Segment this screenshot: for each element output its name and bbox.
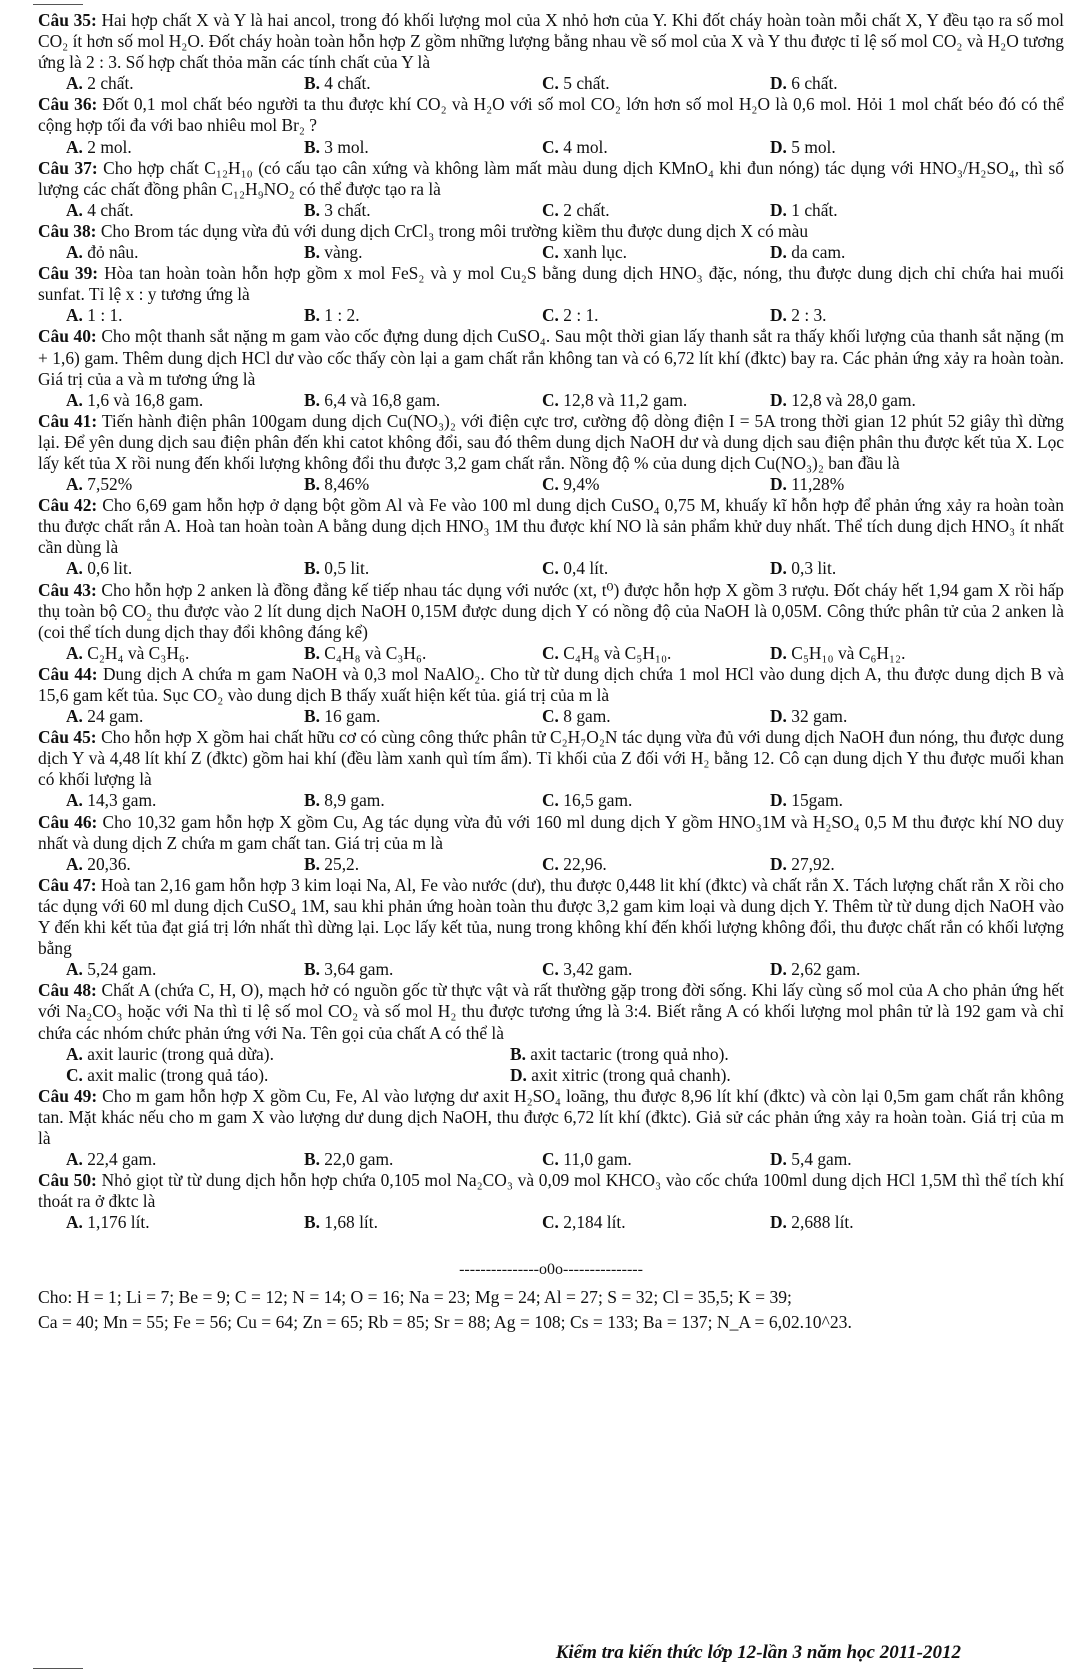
question-text: Cho m gam hỗn hợp X gồm Cu, Fe, Al vào lượng dư axit H₂SO₄ loãng, thu được 8,96 lít khí (đktc) và còn lại 0,5m gam chất rắn không tan. Mặt khác nếu cho m gam X vào lượng dư dung dịch NaOH, thu được 6,72 lít khí (đktc). Giả sử các phản ứng xảy ra hoàn toàn. Giá trị của m là bbox=[38, 1085, 1064, 1148]
answer-option: A. 1,176 lít. bbox=[66, 1212, 150, 1233]
question-label: Câu 50: bbox=[38, 1170, 97, 1191]
answer-option: D. axit xitric (trong quả chanh). bbox=[510, 1064, 731, 1085]
question-q41 bbox=[38, 411, 1064, 474]
answer-option: A. 2 mol. bbox=[66, 136, 132, 157]
question-text: Hoà tan 2,16 gam hỗn hợp 3 kim loại Na, Al, Fe vào nước (dư), thu được 0,448 lit khí (đktc) và chất rắn X. Tách lượng chất rắn X rồi cho tác dụng với 60 ml dung dịch CuSO₄ 1M, sau khi phản ứng hoàn toàn thu được 3,2 gam kim loại và dung dịch Y. Thêm từ từ dung dịch NaOH vào Y đến khi kết tủa đạt giá trị lớn nhất thì dừng lại. Lọc lấy kết tủa, nung trong không khí đến khối lượng không đổi, thu được chất rắn có khối lượng bằng bbox=[38, 874, 1064, 959]
question-q39 bbox=[38, 263, 1064, 305]
question-q43 bbox=[38, 580, 1064, 643]
question-q36 bbox=[38, 94, 1064, 136]
question-q44 bbox=[38, 664, 1064, 706]
answer-option: D. 0,3 lit. bbox=[770, 558, 837, 579]
question-label: Câu 43: bbox=[38, 579, 97, 600]
answer-option: A. đỏ nâu. bbox=[66, 242, 139, 263]
question-label: Câu 41: bbox=[38, 410, 98, 431]
answer-option: C. 11,0 gam. bbox=[542, 1149, 632, 1170]
question-q38 bbox=[38, 221, 1064, 242]
answer-option: D. 2,62 gam. bbox=[770, 959, 861, 980]
constants-line-2-text: Ca = 40; Mn = 55; Fe = 56; Cu = 64; Zn = 65; Rb = 85; Sr = 88; Ag = 108; Cs = 133; Ba = 137; N_A = 6,02.10^23. bbox=[38, 1311, 852, 1332]
answer-option: B. 8,9 gam. bbox=[304, 790, 385, 811]
question-text: Chất A (chứa C, H, O), mạch hở có nguồn gốc từ thực vật và rất thường gặp trong đời sống. Khi lấy cùng số mol của A cho phản ứng hết với Na₂CO₃ hoặc với Na thì tỉ lệ số mol CO₂ và số mol H₂ thu được tương ứng là 3:4. Biết rằng A có khối lượng mol phân tử là 192 gam và chỉ chứa các nhóm chức phản ứng với Na. Tên gọi của chất A có thể là bbox=[38, 980, 1064, 1043]
question-q48 bbox=[38, 980, 1064, 1043]
answer-option: C. 9,4% bbox=[542, 474, 600, 495]
question-label: Câu 35: bbox=[38, 10, 97, 30]
question-q49 bbox=[38, 1086, 1064, 1149]
bottom-rule bbox=[33, 1668, 83, 1669]
question-text: Đốt 0,1 mol chất béo người ta thu được khí CO₂ và H₂O với số mol CO₂ lớn hơn số mol H₂O là 0,6 mol. Hỏi 1 mol chất béo đó có thể cộng hợp tối đa với bao nhiêu mol Br₂ ? bbox=[38, 94, 1064, 136]
answer-option: D. 1 chất. bbox=[770, 199, 838, 220]
separator: ---------------o0o--------------- bbox=[459, 1261, 643, 1279]
answer-option: A. 14,3 gam. bbox=[66, 790, 157, 811]
options-q35 bbox=[38, 73, 1064, 94]
answer-option: A. 0,6 lit. bbox=[66, 558, 133, 579]
answer-option: D. 5 mol. bbox=[770, 136, 836, 157]
answer-option: D. 15gam. bbox=[770, 790, 843, 811]
answer-option: C. 4 mol. bbox=[542, 136, 608, 157]
options-q50 bbox=[38, 1212, 1064, 1233]
answer-option: B. 3 chất. bbox=[304, 199, 371, 220]
question-label: Câu 37: bbox=[38, 157, 98, 178]
options-q46 bbox=[38, 854, 1064, 875]
constants-line-2 bbox=[38, 1310, 1064, 1335]
question-label: Câu 42: bbox=[38, 495, 98, 516]
answer-option: C. 12,8 và 11,2 gam. bbox=[542, 389, 688, 410]
answer-option: A. 1 : 1. bbox=[66, 305, 123, 326]
question-text: Hòa tan hoàn toàn hỗn hợp gồm x mol FeS₂ và y mol Cu₂S bằng dung dịch HNO₃ đặc, nóng, thu được dung dịch chỉ chứa hai muối sunfat. Tỉ lệ x : y tương ứng là bbox=[38, 263, 1064, 305]
answer-option: B. axit tactaric (trong quả nho). bbox=[510, 1043, 729, 1064]
question-text: Tiến hành điện phân 100gam dung dịch Cu(NO₃)₂ với điện cực trơ, cường độ dòng điện I = 5A trong thời gian 12 phút 52 giây thì dừng lại. Để yên dung dịch sau điện phân đến khi catot không đổi, sau đó thêm dung dịch NaOH dư và dung dịch sau điện phân thu được kết tủa X. Lọc lấy kết tủa X rồi nung đến khối lượng không đổi thu được 3,2 gam chất rắn. Nồng độ % của dung dịch Cu(NO₃)₂ ban đầu là bbox=[38, 410, 1064, 473]
question-text: Cho 6,69 gam hỗn hợp ở dạng bột gồm Al và Fe vào 100 ml dung dịch CuSO₄ 0,75 M, khuấy kĩ hỗn hợp để phản ứng xảy ra hoàn toàn thu được chất rắn A. Hoà tan hoàn toàn A bằng dung dịch HNO₃ 1M thu được khí NO là sản phẩm khử duy nhất. Thể tích dung dịch HNO₃ ít nhất cần dùng là bbox=[38, 495, 1064, 558]
constants-line-1: Cho: H = 1; Li = 7; Be = 9; C = 12; N = 14; O = 16; Na = 23; Mg = 24; Al = 27; S = 32; Cl = 35,5; K = 39; bbox=[38, 1286, 792, 1307]
page-footer: Kiểm tra kiến thức lớp 12-lần 3 năm học 2011-2012 bbox=[555, 1642, 961, 1663]
answer-option: D. 27,92. bbox=[770, 853, 835, 874]
question-label: Câu 38: bbox=[38, 220, 97, 241]
question-q46 bbox=[38, 812, 1064, 854]
answer-option: C. 2 chất. bbox=[542, 199, 610, 220]
answer-option: C. 2,184 lít. bbox=[542, 1212, 626, 1233]
answer-option: B. 3 mol. bbox=[304, 136, 369, 157]
answer-option: B. 3,64 gam. bbox=[304, 959, 394, 980]
options-q43 bbox=[38, 643, 1064, 664]
options-q37 bbox=[38, 200, 1064, 221]
answer-option: A. 24 gam. bbox=[66, 706, 144, 727]
answer-option: A. 22,4 gam. bbox=[66, 1149, 157, 1170]
answer-option: D. da cam. bbox=[770, 242, 846, 263]
answer-option: C. 5 chất. bbox=[542, 73, 610, 94]
answer-option: B. 4 chất. bbox=[304, 73, 371, 94]
answer-option: C. 22,96. bbox=[542, 853, 607, 874]
question-label: Câu 49: bbox=[38, 1085, 98, 1106]
options-q47 bbox=[38, 959, 1064, 980]
question-q35 bbox=[38, 10, 1064, 73]
question-label: Câu 36: bbox=[38, 94, 98, 115]
answer-option: C. 8 gam. bbox=[542, 706, 611, 727]
question-q47 bbox=[38, 875, 1064, 959]
question-list bbox=[38, 10, 1064, 1233]
options-q36 bbox=[38, 137, 1064, 158]
answer-option: D. 5,4 gam. bbox=[770, 1149, 852, 1170]
answer-option: B. 0,5 lit. bbox=[304, 558, 370, 579]
question-label: Câu 40: bbox=[38, 326, 97, 347]
question-q40 bbox=[38, 326, 1064, 389]
question-text: Nhỏ giọt từ từ dung dịch hỗn hợp chứa 0,105 mol Na₂CO₃ và 0,09 mol KHCO₃ vào cốc chứa 100ml dung dịch HCl 1,5M thì thể tích khí thoát ra ở đktc là bbox=[38, 1170, 1064, 1212]
answer-option: C. 16,5 gam. bbox=[542, 790, 633, 811]
question-text: Cho 10,32 gam hỗn hợp X gồm Cu, Ag tác dụng vừa đủ với 160 ml dung dịch Y gồm HNO₃1M và H₂SO₄ 0,5 M thu được khí NO duy nhất và dung dịch Z chứa m gam chất tan. Giá trị của m là bbox=[38, 811, 1064, 853]
answer-option: B. 1 : 2. bbox=[304, 305, 360, 326]
answer-option: C. 0,4 lít. bbox=[542, 558, 609, 579]
top-rule bbox=[33, 4, 83, 5]
answer-option: B. C₄H₈ và C₃H₆. bbox=[304, 642, 427, 663]
option-row bbox=[38, 1065, 1064, 1086]
options-q39 bbox=[38, 305, 1064, 326]
question-label: Câu 48: bbox=[38, 980, 97, 1001]
answer-option: C. axit malic (trong quả táo). bbox=[66, 1064, 269, 1085]
options-q40 bbox=[38, 390, 1064, 411]
answer-option: A. 2 chất. bbox=[66, 73, 134, 94]
exam-document bbox=[38, 10, 1064, 1335]
options-q42 bbox=[38, 558, 1064, 579]
answer-option: D. 32 gam. bbox=[770, 706, 848, 727]
question-q45 bbox=[38, 727, 1064, 790]
question-text: Cho hỗn hợp 2 anken là đồng đẳng kế tiếp nhau tác dụng với nước (xt, t⁰) được hỗn hợp X gồm 3 rượu. Đốt cháy hết 1,94 gam X rồi hấp thụ toàn bộ CO₂ thu được vào 2 lít dung dịch NaOH 0,15M được dung dịch Y có nồng độ của NaOH là 0,05M. Công thức phân tử của 2 anken là (coi thể tích dung dịch thay đổi không đáng kể) bbox=[38, 579, 1064, 642]
answer-option: C. C₄H₈ và C₅H₁₀. bbox=[542, 642, 672, 663]
options-q38 bbox=[38, 242, 1064, 263]
answer-option: B. 6,4 và 16,8 gam. bbox=[304, 389, 441, 410]
question-label: Câu 39: bbox=[38, 263, 99, 284]
question-text: Hai hợp chất X và Y là hai ancol, trong đó khối lượng mol của X nhỏ hơn của Y. Khi đốt cháy hoàn toàn mỗi chất X, Y đều tạo ra số mol CO₂ ít hơn số mol H₂O. Đốt cháy hoàn toàn hỗn hợp Z gồm những lượng bằng nhau về số mol của X và Y thu được tỉ lệ số mol CO₂ và H₂O tương ứng là 2 : 3. Số hợp chất thỏa mãn các tính chất của Y là bbox=[38, 10, 1064, 73]
question-label: Câu 45: bbox=[38, 727, 97, 748]
answer-option: B. 22,0 gam. bbox=[304, 1149, 394, 1170]
answer-option: C. xanh lục. bbox=[542, 242, 628, 263]
answer-option: A. 20,36. bbox=[66, 853, 131, 874]
answer-option: D. 11,28% bbox=[770, 474, 845, 495]
option-row bbox=[38, 1044, 1064, 1065]
options-q44 bbox=[38, 706, 1064, 727]
question-text: Cho hợp chất C₁₂H₁₀ (có cấu tạo cân xứng và không làm mất màu dung dịch KMnO₄ khi đun nóng) tác dụng với HNO₃/H₂SO₄, thì số lượng các chất đồng phân C₁₂H₉NO₂ có thể được tạo ra là bbox=[38, 157, 1064, 199]
question-text: Dung dịch A chứa m gam NaOH và 0,3 mol NaAlO₂. Cho từ từ dung dịch chứa 1 mol HCl vào dung dịch A, thu được dung dịch B và 15,6 gam kết tủa. Sục CO₂ vào dung dịch B thấy xuất hiện kết tủa. giá trị của m là bbox=[38, 663, 1064, 705]
question-text: Cho một thanh sắt nặng m gam vào cốc đựng dung dịch CuSO₄. Sau một thời gian lấy thanh sắt ra thấy khối lượng của thanh sắt nặng (m + 1,6) gam. Thêm dung dịch HCl dư vào cốc thấy còn lại a gam chất rắn không tan và có 6,72 lít khí (đktc) bay ra. Các phản ứng xảy ra hoàn toàn. Giá trị của a và m tương ứng là bbox=[38, 326, 1064, 389]
options-q41 bbox=[38, 474, 1064, 495]
answer-option: A. 7,52% bbox=[66, 474, 133, 495]
answer-option: C. 2 : 1. bbox=[542, 305, 599, 326]
answer-option: A. 5,24 gam. bbox=[66, 959, 157, 980]
question-q50 bbox=[38, 1170, 1064, 1212]
answer-option: A. axit lauric (trong quả dừa). bbox=[66, 1043, 274, 1064]
atomic-masses bbox=[38, 1285, 1064, 1335]
answer-option: B. 8,46% bbox=[304, 474, 370, 495]
answer-option: C. 3,42 gam. bbox=[542, 959, 633, 980]
answer-option: D. 2,688 lít. bbox=[770, 1212, 854, 1233]
answer-option: D. 12,8 và 28,0 gam. bbox=[770, 389, 916, 410]
question-label: Câu 46: bbox=[38, 811, 98, 832]
answer-option: B. 25,2. bbox=[304, 853, 360, 874]
answer-option: D. 6 chất. bbox=[770, 73, 838, 94]
question-text: Cho Brom tác dụng vừa đủ với dung dịch CrCl₃ trong môi trường kiềm thu được dung dịch X có màu bbox=[100, 220, 809, 241]
question-label: Câu 44: bbox=[38, 663, 98, 684]
answer-option: D. C₅H₁₀ và C₆H₁₂. bbox=[770, 642, 906, 663]
question-label: Câu 47: bbox=[38, 874, 97, 895]
answer-option: B. 1,68 lít. bbox=[304, 1212, 378, 1233]
answer-option: D. 2 : 3. bbox=[770, 305, 827, 326]
question-q42 bbox=[38, 495, 1064, 558]
answer-option: A. C₂H₄ và C₃H₆. bbox=[66, 642, 190, 663]
question-text: Cho hỗn hợp X gồm hai chất hữu cơ có cùng công thức phân tử C₂H₇O₂N tác dụng vừa đủ với dung dịch NaOH đun nóng, thu được dung dịch Y và 4,48 lít khí Z (đktc) gồm hai khí (đều làm xanh quì tím ẩm). Tỉ khối của Z đối với H₂ bằng 12. Cô cạn dung dịch Y thu được muối khan có khối lượng là bbox=[38, 727, 1064, 790]
answer-option: A. 1,6 và 16,8 gam. bbox=[66, 389, 204, 410]
question-q37 bbox=[38, 158, 1064, 200]
options-q45 bbox=[38, 790, 1064, 811]
answer-option: A. 4 chất. bbox=[66, 199, 134, 220]
answer-option: B. 16 gam. bbox=[304, 706, 381, 727]
options-q49 bbox=[38, 1149, 1064, 1170]
answer-option: B. vàng. bbox=[304, 242, 363, 263]
